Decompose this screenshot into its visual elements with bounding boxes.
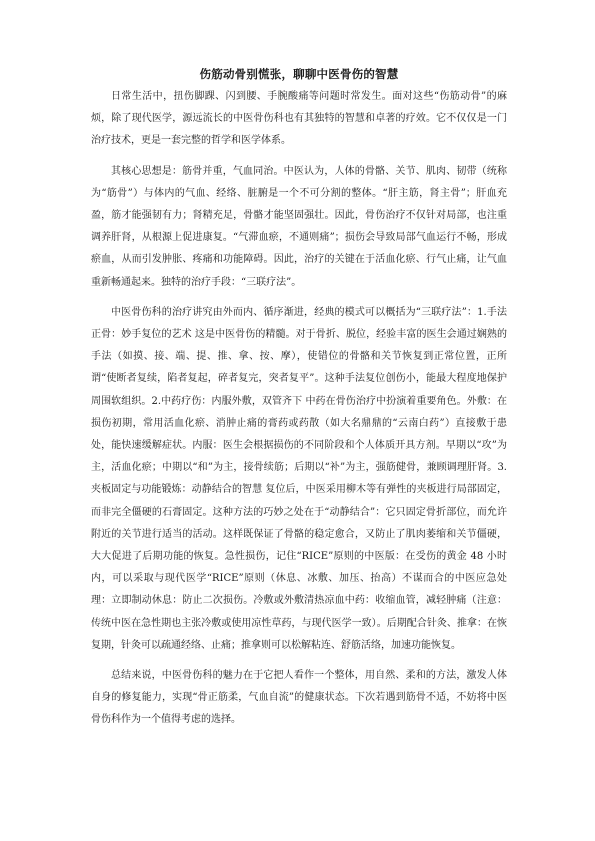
paragraph-three-therapies: 中医骨伤科的治疗讲究由外而内、循序渐进，经典的模式可以概括为“三联疗法”：1.手法正骨：妙手复位的艺术 这是中医骨伤的精髓。对于骨折、脱位，经验丰富的医生会通过娴熟的手法（如摸、接、端、提、推、拿、按、摩），使错位的骨骼和关节恢复到正常位置，正所谓“使断者复续，陷者复起，碎者复完，突者复平”。这种手法复位创伤小，能最大程度地保护周围软组织。2.中药疗伤：内服外敷，双管齐下 中药在骨伤治疗中扮演着重要角色。外敷：在损伤初期，常用活血化瘀、消肿止痛的膏药或药散（如大名鼎鼎的“云南白药”）直接敷于患处，能快速缓解症状。内服：医生会根据损伤的不同阶段和个人体质开具方剂。早期以“攻”为主，活血化瘀；中期以“和”为主，接骨续筋；后期以“补”为主，强筋健骨，兼顾调理肝肾。3.夹板固定与功能锻炼：动静结合的智慧 复位后，中医采用柳木等有弹性的夹板进行局部固定，而非完全僵硬的石膏固定。这种方法的巧妙之处在于“动静结合”：它只固定骨折部位，而允许附近的关节进行适当的活动。这样既保证了骨骼的稳定愈合，又防止了肌肉萎缩和关节僵硬，大大促进了后期功能的恢复。急性损伤，记住“RICE”原则的中医版：在受伤的黄金 48 小时内，可以采取与现代医学“RICE”原则（休息、冰敷、加压、抬高）不谋而合的中医应急处理：立即制动休息：防止二次损伤。冷敷或外敷清热凉血中药：收缩血管，减轻肿痛（注意：传统中医在急性期也主张冷敷或使用凉性草药，与现代医学一致）。后期配合针灸、推拿：在恢复期，针灸可以疏通经络、止痛；推拿则可以松解粘连、舒筋活络，加速功能恢复。 bbox=[91, 306, 507, 651]
paragraph-core-idea: 其核心思想是：筋骨并重，气血同治。中医认为，人体的骨骼、关节、肌肉、韧带（统称为“筋骨”）与体内的气血、经络、脏腑是一个不可分割的整体。“肝主筋，肾主骨”；肝血充盈，筋才能强韧有力；肾精充足，骨骼才能坚固强壮。因此，骨伤治疗不仅针对局部，也注重调养肝肾，从根源上促进康复。“气滞血瘀，不通则痛”；损伤会导致局部气血运行不畅，形成瘀血，从而引发肿胀、疼痛和功能障碍。因此，治疗的关键在于活血化瘀、行气止痛，让气血重新畅通起来。独特的治疗手段：“三联疗法”。 bbox=[91, 165, 507, 288]
paragraph-summary: 总结来说，中医骨伤科的魅力在于它把人看作一个整体，用自然、柔和的方法，激发人体自身的修复能力，实现“骨正筋柔，气血自流”的健康状态。下次若遇到筋骨不适，不妨将中医骨伤科作为一个值得考虑的选择。 bbox=[91, 670, 507, 726]
document-title: 伤筋动骨别慌张，聊聊中医骨伤的智慧 bbox=[199, 67, 399, 81]
paragraph-intro: 日常生活中，扭伤脚踝、闪到腰、手腕酸痛等问题时常发生。面对这些“伤筋动骨”的麻烦，除了现代医学，源远流长的中医骨伤科也有其独特的智慧和卓著的疗效。它不仅仅是一门治疗技术，更是一套完整的哲学和医学体系。 bbox=[91, 91, 507, 147]
